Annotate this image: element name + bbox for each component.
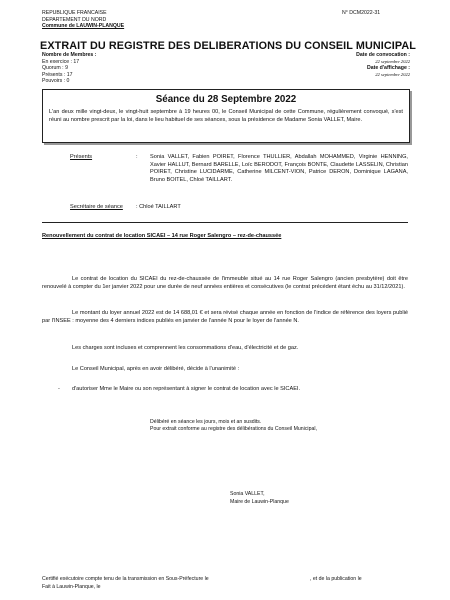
footer-certification: Certifié exécutoire compte tenu de la transmission en Sous-Préfecture le [42,576,209,582]
member-counts [42,52,96,85]
closing-line-1: Délibéré en séance les jours, mois et an susdits. [150,419,262,425]
count-exercice: En exercice : 17 [42,58,80,65]
secretaire-value: : Chloé TAILLART [136,204,181,210]
paragraph-contract: Le contrat de location du SICAEI du rez-de-chaussée de l'immeuble situé au 14 rue Roger Salengro (ancien presbytère) doit être renouvelé à compter du 1er janvier 2022 pour une durée de neuf années entières et consécutives (le contrat précédent étant échu au 31/12/2021). [42,276,408,290]
header-commune: Commune de LAUWIN-PLANQUE [42,23,125,30]
presents-label: Présents [70,154,93,160]
signature-name: Sonia VALLET, [230,491,265,497]
presents-names: Sonia VALLET, Fabien POIRET, Florence THULLIER, Abdallah MOHAMMED, Virginie HENNING, Xavier HALLUT, Bernard BARELLE, Loïc BERODOT, François BONTE, Claudette LASSELIN, Christian POIRET, Christine LUCIDARME, Catherine MILCENT-VION, Patrice DERON, Dominique LAGANA, Bruno BOITEL, Chloé TAILLART. [150,154,408,183]
presents-colon: : [136,154,138,160]
paragraph-decision: Le Conseil Municipal, après en avoir délibéré, décide à l'unanimité : [72,366,240,372]
affichage-label: Date d'affichage : [366,65,410,72]
seance-title: Séance du 28 Septembre 2022 [155,94,297,105]
seance-box [42,89,410,143]
count-presents: Présents : 17 [42,71,73,78]
signature-block [230,491,289,505]
list-dash: - [58,386,60,392]
footer-publication: , et de la publication le [310,576,362,582]
convocation-date: 22 septembre 2022 [375,58,410,64]
paragraph-loyer: Le montant du loyer annuel 2022 est de 14 688,01 € et sera révisé chaque année en fonction de l'indice de référence des loyers publié par l'INSEE : moyenne des 4 derniers indices publiés en janvier de l'année N pour le loyer de l'année N. [42,310,408,324]
count-pouvoirs: Pouvoirs : 0 [42,78,70,85]
subject-title: Renouvellement du contrat de location SICAEI – 14 rue Roger Salengro – rez-de-chaussée [42,233,282,239]
dates-block [330,52,410,78]
signature-role: Maire de Lauwin-Planque [230,498,289,505]
header-left [42,10,124,30]
closing-line-2: Pour extrait conforme au registre des délibérations du Conseil Municipal, [150,425,317,432]
decision-item: d'autoriser Mme le Maire ou son représentant à signer le contrat de location avec le SICAEI. [72,386,301,392]
closing-block [150,419,400,432]
secretaire-label: Secrétaire de séance [70,204,123,210]
footer-fait-a: Fait à Lauwin-Planque, le [42,584,101,590]
paragraph-charges: Les charges sont incluses et comprennent les consommations d'eau, d'électricité et de gaz. [72,345,299,351]
separator-line [42,222,408,223]
header-republic: REPUBLIQUE FRANCAISE [42,10,107,16]
count-quorum: Quorum : 9 [42,65,68,72]
document-title: EXTRAIT DU REGISTRE DES DELIBERATIONS DU CONSEIL MUNICIPAL [40,40,416,52]
members-label: Nombre de Membres : [42,52,97,58]
convocation-label: Date de convocation : [356,52,410,58]
doc-number: N° DCM2022-31 [342,10,381,16]
header-department: DEPARTEMENT DU NORD [42,16,107,23]
affichage-date: 22 septembre 2022 [375,71,410,77]
seance-text: L'an deux mille vingt-deux, le vingt-huit septembre à 19 heures 00, le Conseil Municipal de cette Commune, régulièrement convoqué, s'est réuni au nombre prescrit par la loi, dans le lieu habituel de ses séances, sous la présidence de Madame Sonia VALLET, Maire. [49,109,403,123]
